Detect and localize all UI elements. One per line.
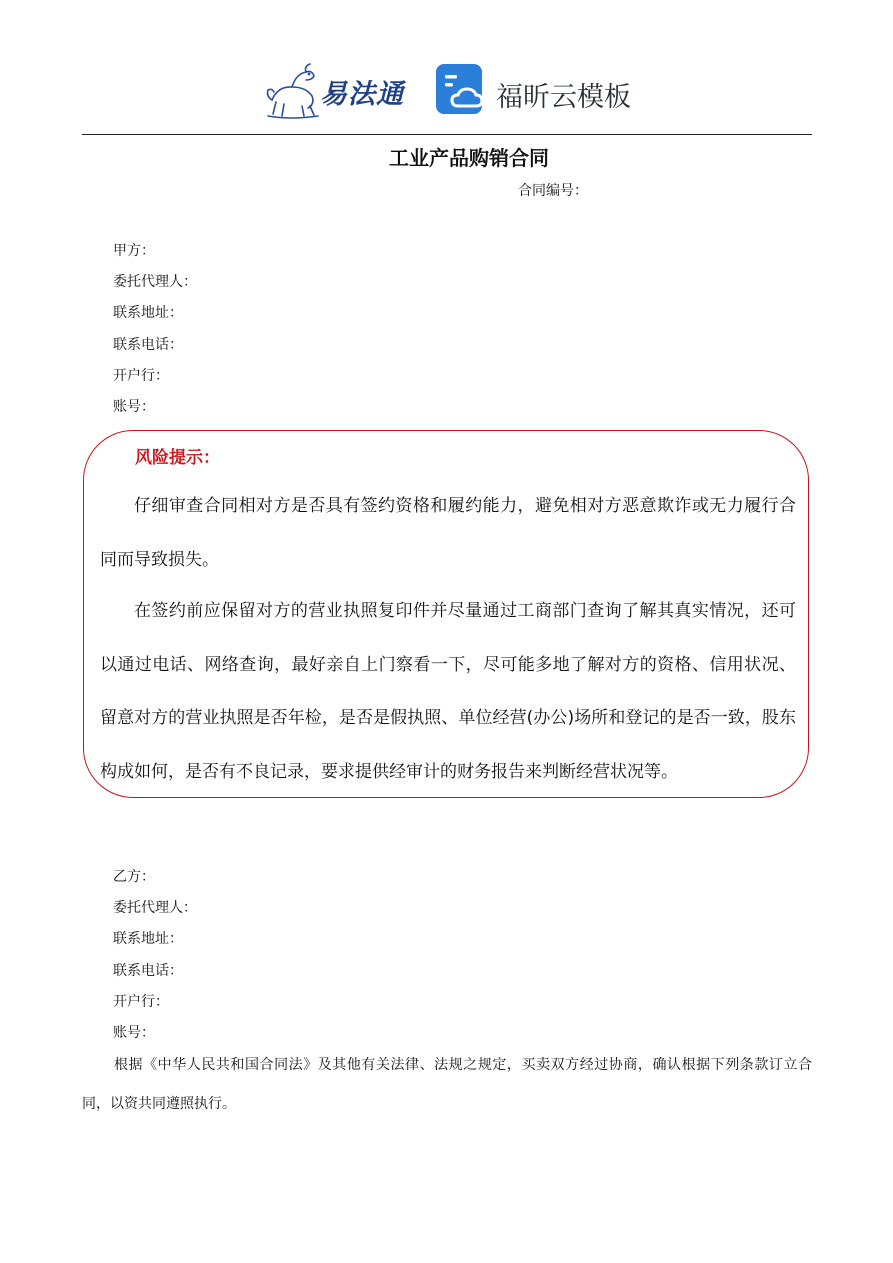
party-a-info: [113, 236, 197, 423]
party-a-address: 联系地址：: [113, 305, 183, 322]
contract-number-label: 合同编号：: [518, 183, 588, 199]
party-a-agent: 委托代理人：: [113, 274, 197, 291]
header-logos: [0, 60, 893, 124]
party-a-account: 账号：: [113, 398, 155, 415]
party-b-agent: 委托代理人：: [113, 900, 197, 917]
risk-notice-title: 风险提示：: [135, 448, 220, 468]
yifatong-logo: [262, 60, 412, 120]
party-a-bank: 开户行：: [113, 367, 169, 384]
party-a-phone: 联系电话：: [113, 336, 183, 353]
party-b-phone: 联系电话：: [113, 962, 183, 979]
party-b-label: 乙方：: [113, 869, 155, 885]
foxit-brand-text: 福昕云模板: [496, 82, 631, 113]
party-b-bank: 开户行：: [113, 993, 169, 1010]
contract-basis-paragraph: 根据《中华人民共和国合同法》及其他有关法律、法规之规定，买卖双方经过协商，确认根据下列条款订立合同，以资共同遵照执行。: [82, 1057, 812, 1112]
header-divider: [82, 134, 812, 135]
party-b-account: 账号：: [113, 1024, 155, 1041]
party-a-label: 甲方：: [113, 243, 155, 259]
risk-notice-paragraph-2: 在签约前应保留对方的营业执照复印件并尽量通过工商部门查询了解其真实情况，还可以通过电话、网络查询，最好亲自上门察看一下，尽可能多地了解对方的资格、信用状况、留意对方的营业执照是否年检，是否是假执照、单位经营(办公)场所和登记的是否一致，股东构成如何，是否有不良记录，要求提供经审计的财务报告来判断经营状况等。: [100, 601, 796, 782]
document-cloud-icon: [436, 64, 486, 114]
qilin-icon: [262, 60, 324, 120]
document-title: 工业产品购销合同: [389, 146, 549, 170]
party-b-info: [113, 862, 197, 1049]
foxit-cloud-template-logo: [436, 64, 636, 118]
party-b-address: 联系地址：: [113, 931, 183, 948]
yifatong-brand-text: 易法通: [320, 79, 404, 110]
risk-notice-paragraph-1: 仔细审查合同相对方是否具有签约资格和履约能力，避免相对方恶意欺诈或无力履行合同而导致损失。: [100, 496, 796, 570]
